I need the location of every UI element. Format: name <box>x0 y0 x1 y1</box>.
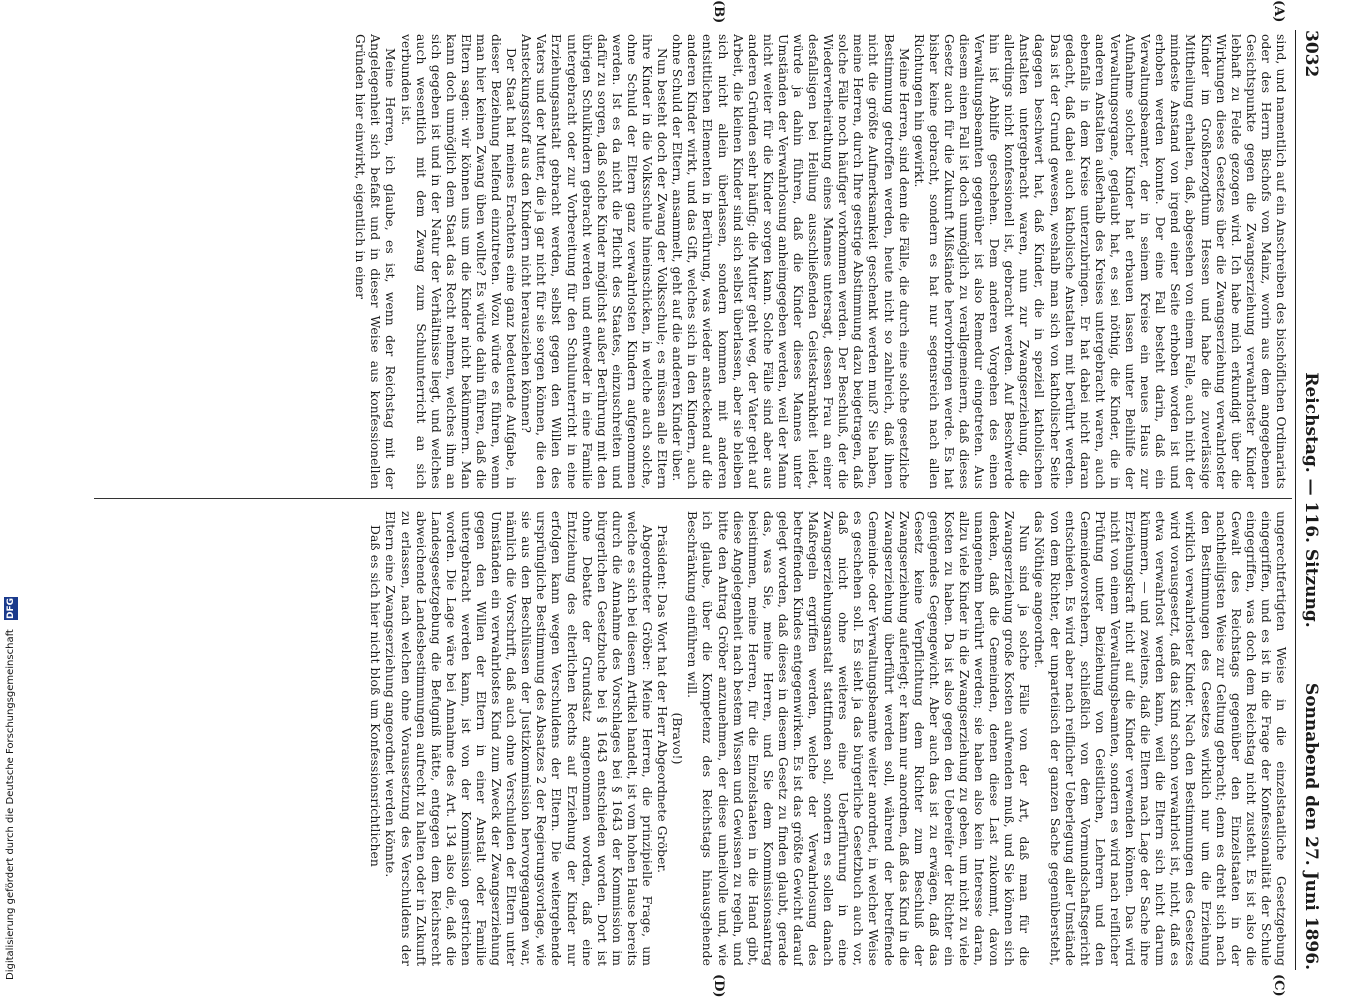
marker-b: (B) <box>711 0 726 24</box>
digitization-text: Digitalisierung gefördert durch die Deutsche Forschungsgemeinschaft <box>5 629 16 980</box>
document-page <box>86 0 1326 998</box>
digitization-note <box>4 220 18 980</box>
right-column <box>98 511 1288 966</box>
page-header <box>1295 30 1326 970</box>
paragraph: Der Staat hat meines Erachtens eine ganz bedeutende Aufgabe, in dieser Beziehung helfend einzutreten. Wozu würde es führen, wenn man hier keinen Zwang üben wollte? Es würde dahin führen, daß die Eltern sagen: wir können uns um die Kinder nicht bekümmern. Man kann doch unmöglich dem Staat das Recht nehmen, welches ihm an sich gegeben ist und in der Natur der Verhältnisse liegt, und welches auch wesentlich mit dem Zwang zum Schulunterricht an sich verbunden ist. <box>398 34 519 489</box>
paragraph: Meine Herren, ich glaube, es ist, wenn der Reichstag mit der Angelegenheit sich befaßt und in dieser Weise aus konfessionellen Gründen hier einwirkt, eigentlich in einer <box>353 34 398 489</box>
paragraph: Meine Herren, sind denn die Fälle, die durch eine solche gesetzliche Bestimmung getroffen werden, heute nicht so zahlreich, daß ihnen nicht die größte Aufmerksamkeit geschenkt werden muß? Sie haben, meine Herren, durch Ihre gestrige Abstimmung dazu beigetragen, daß solche Fälle noch häufiger vorkommen werden. Der Beschluß, der die Wiederverheirathung eines Mannes untersagt, dessen Frau an einer desfallsigen bei Heilung ausschließenden Geisteskrankheit leidet, würde ja dahin führen, daß die Kinder dieses Mannes unter Umständen der Verwahrlosung anheimgegeben werden, weil der Mann nicht weiter für die Kinder sorgen kann. Solche Fälle sind aber aus anderen Gründen sehr häufig; die Mutter geht weg, der Vater geht auf Arbeit, die kleinen Kinder sind sich selbst überlassen, aber sie bleiben sich nicht allein überlassen, sondern kommen mit anderen entsittlichen Elementen in Berührung, was wieder ansteckend auf die anderen Kinder wirkt, und das Gift, welches sich in den Kindern, auch ohne Schuld der Eltern, ansammelt, geht auf die anderen Kinder über. <box>670 34 911 489</box>
left-column <box>98 34 1288 489</box>
marker-d: (D) <box>711 974 726 998</box>
paragraph: sind, und namentlich auf ein Anschreiben des bischöflichen Ordinariats oder des Herrn Bischofs von Mainz, worin aus dem angegebenen Gesichtspunkte gegen die Zwangserziehung verwahrloster Kinder lebhaft zu Felde gezogen wird. Ich habe mich erkundigt über die Wirkungen dieses Gesetzes über die Zwangserziehung verwahrloster Kinder im Großherzogthum Hessen und habe die zuverlässige Mittheilung erhalten, daß, abgesehen von einem Falle, auch nicht der mindeste Anstand von irgend einer Seite erhoben worden ist und erhoben werden konnte. Der eine Fall besteht darin, daß ein Verwaltungsbeamter, der in seinem Kreise ein neues Haus zur Aufnahme solcher Kinder hat erbauen lassen unter Beihilfe der Verwaltungsorgane, geglaubt hat, es sei nöthig, die Kinder, die in anderen Anstalten außerhalb des Kreises untergebracht waren, auch ebenfalls in dem Kreise unterzubringen. Er hat dabei nicht daran gedacht, daß dabei auch katholische Anstalten mit berührt werden. Das ist der Grund gewesen, weshalb man sich von katholischer Seite dagegen beschwert hat, daß Kinder, die in speziell katholischen Anstalten untergebracht waren, nun zur Zwangserziehung, die allerdings nicht konfessionell ist, gebracht werden. Auf Beschwerde hin ist Abhilfe geschehen. Dem anderen Vorgehen des einen Verwaltungsbeamten gegenüber ist also Remedur eingetreten. Aus diesem einen Fall ist doch unmöglich zu verallgemeinern, daß dieses Gesetz auch für die Zukunft Mißstände hervorbringen werde. Es hat bisher keine gebracht, sondern es hat nur segensreich nach allen Richtungen hin gewirkt. <box>911 34 1288 489</box>
paragraph: Daß es sich hier nicht bloß um Konfessionsrichtlichen <box>368 525 383 867</box>
column-divider <box>94 498 1292 499</box>
paragraph: Nun sind ja solche Fälle von der Art, daß man für die Zwangserziehung große Kosten aufwenden muß, und Sie können sich denken, daß die Gemeinden, denen diese Last zukommt, davon unangenehm berührt werden; sie haben also kein Interesse daran, allzu viele Kinder in die Zwangserziehung zu geben, um nicht zu viele Kosten zu haben. Da ist also gegen den Uebereifer der Richter ein genügendes Gegengewicht. Aber auch das ist zu erwägen, daß das Gesetz keine Verpflichtung dem Richter zum Beschluß der Zwangserziehung auferlegt; er kann nur anordnen, daß das Kind in die Zwangserziehung überführt werden soll, während der betreffende Gemeinde- oder Verwaltungsbeamte weiter anordnet, in welcher Weise es geschehen soll. Es sieht ja das bürgerliche Gesetzbuch auch vor, daß nicht ohne weiteres eine Ueberführung in eine Zwangserziehungsanstalt stattfinden soll, sondern es sollen danach Maßregeln ergriffen werden, welche der Verwahrlosung des betreffenden Kindes entgegenwirken. Es ist das größte Gewicht darauf gelegt worden, daß dieses in diesem Gesetz zu finden glaubt, gerade das, was Sie, meine Herren, und Sie dem Kommissionsantrag beistimmen, meine Herren, für die Einzelstaaten in die Hand gibt, diese Angelegenheit nach bestem Wissen und Gewissen zu regeln, und bitte den Antrag Gröber anzunehmen, der diese unheilvolle und, wie ich glaube, über die Kompetenz des Reichstags hinausgehende Beschränkung einführen will. <box>685 511 1032 966</box>
speaker-paragraph: Präsident: Das Wort hat der Herr Abgeordnete Gröber. <box>655 525 670 874</box>
dfg-logo: DFG <box>6 597 16 619</box>
page-title: Reichstag. — 116. Sitzung. <box>1301 372 1321 628</box>
marker-c: (C) <box>1271 974 1286 997</box>
speaker-paragraph: Abgeordneter Gröber: Meine Herren, die prinzipielle Frage, um welche es sich bei diesem Artikel handelt, ist vom hohen Hause bereits durch die Annahme des Vorschlages bei § 1643 der Kommission im bürgerlichen Gesetzbuche bei § 1643 entschieden worden. Dort ist ohne Debatte der Grundsatz angenommen worden, daß eine Entziehung des elterlichen Rechts auf Erziehung der Kinder nur erfolgen kann wegen Verschuldens der Eltern. Die weitergehende ursprüngliche Bestimmung des Absatzes 2 der Regierungsvorlage, wie sie aus den Beschlüssen der Justizkommission hervorgegangen war, nämlich die Vorschrift, daß auch ohne Verschulden der Eltern unter Umständen ein verwahrlostes Kind zum Zweck der Zwangserziehung gegen den Willen der Eltern in einer Anstalt oder Familie untergebracht werden kann, ist von der Kommission gestrichen worden. Die Lage wäre bei Annahme des Art. 134 also die, daß die Landesgesetzgebung die Befugniß hätte, entgegen dem Reichsrecht abweichende Landesbestimmungen aufrecht zu halten oder in Zukunft zu erlassen, nach welchen ohne Voraussetzung des Verschuldens der Eltern eine Zwangserziehung angeordnet werden könnte. <box>383 511 655 966</box>
applause-note: (Bravo!) <box>670 712 685 765</box>
page-number: 3032 <box>1301 30 1321 78</box>
paragraph: Nun besteht doch der Zwang der Volksschule; es müssen alle Eltern ihre Kinder in die Volksschule hineinschicken, in welche auch solche, ohne Schuld der Eltern ganz verwahrlosten Kindern aufgenommen werden. Ist es da nicht die Pflicht des Staates, einzuschreiten und dafür zu sorgen, daß solche Kinder möglichst außer Berührung mit den übrigen Schulkindern gebracht werden und entweder in eine Familie untergebracht oder zur Vorbereitung für den Schulunterricht in eine Erziehungsanstalt gebracht werden, selbst gegen den Willen des Vaters und der Mutter, die ja gar nicht für sie sorgen können, die den Ansteckungsstoff aus den Kindern nicht herausziehen können? <box>519 34 670 489</box>
paragraph: ungerechtfertigten Weise in die einzelstaatliche Gesetzgebung eingegriffen, und es ist in die Frage der Konfessionalität der Schule eingegriffen, was doch dem Reichstag nicht zusteht. Es ist also die Gewalt des Reichstags gegenüber den Einzelstaaten in der nachtheiligsten Weise zur Geltung gebracht; denn es dreht sich nach den Bestimmungen des Gesetzes wirklich nur um die Erziehung wirklich verwahrloster Kinder. Nach den Bestimmungen des Gesetzes wird vorausgesetzt, daß das Kind schon verwahrlost ist, nicht, daß es etwa verwahrlost werden kann, weil die Eltern sich nicht darum kümmern, — und zweitens, daß die Eltern nach Lage der Sache ihre Erziehungskraft nicht auf die Kinder verwenden können. Das wird nicht von einem Verwaltungsbeamten, sondern es wird nach reiflicher Prüfung unter Beiziehung von Geistlichen, Lehrern und den Gemeindevorstehern, schließlich von dem Vormundschaftsgericht entschieden. Es wird aber nach reiflicher Ueberlegung aller Umstände von dem Richter, der unparteiisch der ganzen Sache gegenübersteht, das Nöthige angeordnet. <box>1032 511 1288 966</box>
page-date: Sonnabend den 27. Juni 1896. <box>1301 682 1321 970</box>
marker-a: (A) <box>1271 0 1286 23</box>
